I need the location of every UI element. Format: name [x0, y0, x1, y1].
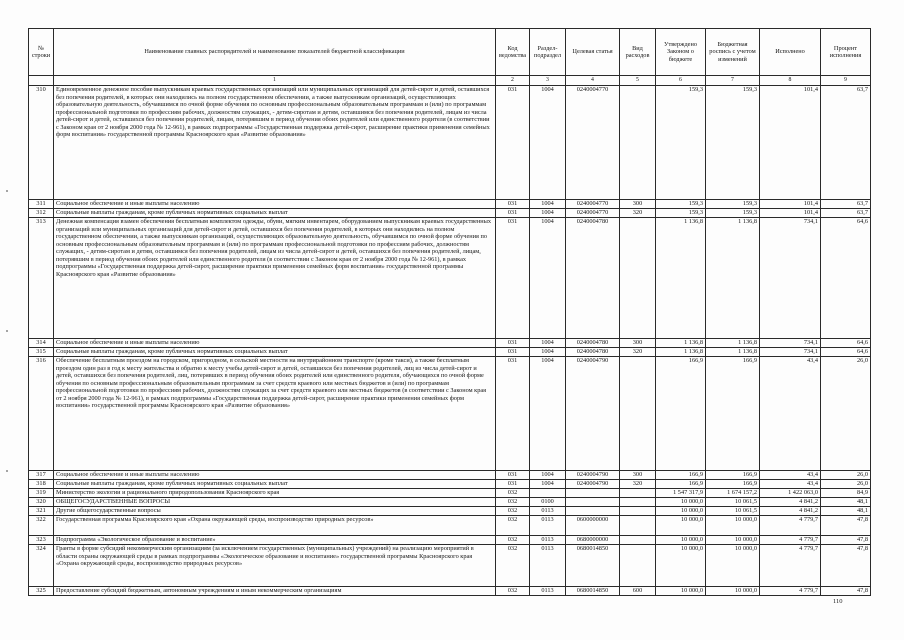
- schedule-amount: 10 000,0: [706, 536, 760, 545]
- target-article: [566, 498, 620, 507]
- executed-amount: 4 841,2: [760, 498, 821, 507]
- row-name: Обеспечение бесплатным проездом на городском, пригородном, в сельской местности на внутрирайонном транспорте (кроме такси), а также бесплатным проездом один раз в год к месту жительства и обратно к месту учебы детей-сирот и детей, оставшихся без попечения родителей, лиц из числа детей-сирот и детей, оставшихся без попечения родителей, лиц, потерявших в период обучения обоих родителей или единственного родителя, обучающихся по очной форме обучения по основным профессиональным образовательным программам за счет средств краевого или местных бюджетов и (или) по программам профессиональной подготовки по профессиям рабочих, должностям служащих за счет средств краевого или местных бюджетов (в соответствии с Законом края от 2 ноября 2000 года № 12-961), в рамках подпрограммы «Государственная поддержка детей-сирот, расширение практики применения семейных форм воспитания» государственной программы Красноярского края «Развитие образования»: [54, 357, 496, 471]
- table-row: [29, 516, 871, 536]
- table-row: [29, 536, 871, 545]
- row-name: Министерство экологии и рационального природопользования Красноярского края: [54, 489, 496, 498]
- row-number: 319: [29, 489, 54, 498]
- table-row: [29, 480, 871, 489]
- row-name: Предоставление субсидий бюджетным, автономным учреждениям и иным некоммерческим организациям: [54, 587, 496, 596]
- executed-amount: 4 841,2: [760, 507, 821, 516]
- schedule-amount: 1 136,8: [706, 218, 760, 339]
- col-header-executed: Исполнено: [760, 29, 821, 76]
- department-code: 031: [496, 86, 530, 200]
- schedule-amount: 166,9: [706, 480, 760, 489]
- schedule-amount: 1 136,8: [706, 348, 760, 357]
- department-code: 032: [496, 498, 530, 507]
- expense-type: 300: [620, 339, 656, 348]
- executed-amount: 734,1: [760, 339, 821, 348]
- approved-amount: 10 000,0: [656, 536, 706, 545]
- row-number: 314: [29, 339, 54, 348]
- col-header-name: Наименование главных распорядителей и наименование показателей бюджетной классификации: [54, 29, 496, 76]
- department-code: 031: [496, 200, 530, 209]
- approved-amount: 10 000,0: [656, 507, 706, 516]
- expense-type: 320: [620, 480, 656, 489]
- department-code: 031: [496, 339, 530, 348]
- column-index: 1: [54, 76, 496, 86]
- department-code: 032: [496, 507, 530, 516]
- target-article: [566, 507, 620, 516]
- department-code: 032: [496, 536, 530, 545]
- execution-percent: 47,8: [821, 516, 871, 536]
- execution-percent: 63,7: [821, 209, 871, 218]
- execution-percent: 63,7: [821, 86, 871, 200]
- executed-amount: 101,4: [760, 209, 821, 218]
- execution-percent: 47,8: [821, 545, 871, 587]
- target-article: 0600000000: [566, 516, 620, 536]
- row-number: 318: [29, 480, 54, 489]
- col-header-section: Раздел-подраздел: [530, 29, 566, 76]
- expense-type: [620, 86, 656, 200]
- schedule-amount: 159,3: [706, 86, 760, 200]
- row-name: Социальное обеспечение и иные выплаты населению: [54, 200, 496, 209]
- executed-amount: 4 779,7: [760, 545, 821, 587]
- approved-amount: 1 547 317,9: [656, 489, 706, 498]
- table-row: [29, 339, 871, 348]
- row-name: Социальное обеспечение и иные выплаты населению: [54, 471, 496, 480]
- execution-percent: 64,6: [821, 339, 871, 348]
- approved-amount: 166,9: [656, 480, 706, 489]
- row-number: 311: [29, 200, 54, 209]
- approved-amount: 166,9: [656, 471, 706, 480]
- approved-amount: 159,3: [656, 209, 706, 218]
- schedule-amount: 166,9: [706, 471, 760, 480]
- section-code: [530, 489, 566, 498]
- schedule-amount: 10 061,5: [706, 507, 760, 516]
- expense-type: [620, 489, 656, 498]
- schedule-amount: 1 674 157,2: [706, 489, 760, 498]
- target-article: 0240004770: [566, 86, 620, 200]
- execution-percent: 26,0: [821, 471, 871, 480]
- executed-amount: 1 422 063,0: [760, 489, 821, 498]
- approved-amount: 10 000,0: [656, 587, 706, 596]
- section-code: 1004: [530, 209, 566, 218]
- approved-amount: 10 000,0: [656, 516, 706, 536]
- executed-amount: 734,1: [760, 218, 821, 339]
- department-code: 031: [496, 471, 530, 480]
- table-row: [29, 348, 871, 357]
- row-number: 312: [29, 209, 54, 218]
- table-row: [29, 200, 871, 209]
- table-row: [29, 209, 871, 218]
- target-article: 0680000000: [566, 536, 620, 545]
- executed-amount: 101,4: [760, 200, 821, 209]
- table-row: [29, 471, 871, 480]
- execution-percent: 26,0: [821, 357, 871, 471]
- section-code: 1004: [530, 86, 566, 200]
- col-header-row-number: № строки: [29, 29, 54, 76]
- row-name: Социальные выплаты гражданам, кроме публичных нормативных социальных выплат: [54, 480, 496, 489]
- expense-type: 300: [620, 200, 656, 209]
- schedule-amount: 159,3: [706, 209, 760, 218]
- table-body: [29, 86, 871, 596]
- row-number: 317: [29, 471, 54, 480]
- row-name: Гранты в форме субсидий некоммерческим организациям (за исключением государственных (муниципальных) учреждений) на реализацию мероприятий в области охраны окружающей среды в рамках подпрограммы «Экологическое образование и воспитание» государственной программы Красноярского края «Охрана окружающей среды, воспроизводство природных ресурсов»: [54, 545, 496, 587]
- section-code: 1004: [530, 348, 566, 357]
- table-row: [29, 86, 871, 200]
- section-code: 0113: [530, 536, 566, 545]
- target-article: [566, 489, 620, 498]
- col-header-approved: Утверждено Законом о бюджете: [656, 29, 706, 76]
- row-name: Подпрограмма «Экологическое образование и воспитание»: [54, 536, 496, 545]
- schedule-amount: 10 000,0: [706, 587, 760, 596]
- section-code: 0113: [530, 507, 566, 516]
- col-header-expense-type: Вид расходов: [620, 29, 656, 76]
- table-row: [29, 587, 871, 596]
- row-name: Социальные выплаты гражданам, кроме публичных нормативных социальных выплат: [54, 348, 496, 357]
- section-code: 0113: [530, 545, 566, 587]
- expense-type: [620, 218, 656, 339]
- executed-amount: 4 779,7: [760, 516, 821, 536]
- row-number: 316: [29, 357, 54, 471]
- expense-type: 600: [620, 587, 656, 596]
- executed-amount: 4 779,7: [760, 536, 821, 545]
- section-code: 0113: [530, 587, 566, 596]
- col-header-department-code: Код ведомства: [496, 29, 530, 76]
- section-code: 1004: [530, 480, 566, 489]
- schedule-amount: 10 000,0: [706, 545, 760, 587]
- expense-type: [620, 536, 656, 545]
- schedule-amount: 159,3: [706, 200, 760, 209]
- budget-execution-table: [28, 28, 871, 596]
- expense-type: [620, 357, 656, 471]
- expense-type: [620, 516, 656, 536]
- target-article: 0240004780: [566, 348, 620, 357]
- schedule-amount: 10 000,0: [706, 516, 760, 536]
- punch-hole-mark: [6, 330, 8, 332]
- table-row: [29, 357, 871, 471]
- column-index: 5: [620, 76, 656, 86]
- column-index: 7: [706, 76, 760, 86]
- target-article: 0240004770: [566, 209, 620, 218]
- department-code: 031: [496, 480, 530, 489]
- row-name: Социальное обеспечение и иные выплаты населению: [54, 339, 496, 348]
- executed-amount: 43,4: [760, 480, 821, 489]
- punch-hole-mark: [6, 190, 8, 192]
- approved-amount: 1 136,8: [656, 348, 706, 357]
- execution-percent: 64,6: [821, 348, 871, 357]
- approved-amount: 10 000,0: [656, 498, 706, 507]
- column-index: 4: [566, 76, 620, 86]
- section-code: 0100: [530, 498, 566, 507]
- row-name: ОБЩЕГОСУДАРСТВЕННЫЕ ВОПРОСЫ: [54, 498, 496, 507]
- target-article: 0240004770: [566, 200, 620, 209]
- col-header-target-article: Целевая статья: [566, 29, 620, 76]
- col-header-percent: Процент исполнения: [821, 29, 871, 76]
- row-number: 325: [29, 587, 54, 596]
- row-number: 324: [29, 545, 54, 587]
- row-name: Государственная программа Красноярского края «Охрана окружающей среды, воспроизводство природных ресурсов»: [54, 516, 496, 536]
- column-index: 8: [760, 76, 821, 86]
- row-number: 313: [29, 218, 54, 339]
- row-name: Денежная компенсация взамен обеспечения бесплатным комплектом одежды, обуви, мягким инвентарем, оборудованием выпускникам краевых государственных организаций или муниципальных организаций для детей-сирот и детей, оставшихся без попечения родителей, в которых они находились на полном государственном обеспечении, а также выпускникам организаций, осуществляющих образовательную деятельность, обучавшимся по очной форме обучения по основным профессиональным образовательным программам и (или) по программам профессиональной подготовки по профессиям рабочих, должностям служащих, - детям-сиротам и детям, оставшимся без попечения родителей, лицам из числа детей-сирот и детей, оставшихся без попечения родителей, лицам, потерявшим в период обучения обоих родителей или единственного родителя (в соответствии с Законом края от 2 ноября 2000 года № 12-961), в рамках подпрограммы «Государственная поддержка детей-сирот, расширение практики применения семейных форм воспитания» государственной программы Красноярского края «Развитие образования»: [54, 218, 496, 339]
- row-number: 320: [29, 498, 54, 507]
- section-code: 0113: [530, 516, 566, 536]
- approved-amount: 1 136,8: [656, 339, 706, 348]
- target-article: 0240004780: [566, 218, 620, 339]
- schedule-amount: 166,9: [706, 357, 760, 471]
- execution-percent: 26,0: [821, 480, 871, 489]
- section-code: 1004: [530, 471, 566, 480]
- table-row: [29, 489, 871, 498]
- department-code: 032: [496, 587, 530, 596]
- row-number: 315: [29, 348, 54, 357]
- section-code: 1004: [530, 218, 566, 339]
- executed-amount: 101,4: [760, 86, 821, 200]
- department-code: 031: [496, 348, 530, 357]
- row-name: Другие общегосударственные вопросы: [54, 507, 496, 516]
- table-row: [29, 498, 871, 507]
- punch-hole-mark: [6, 470, 8, 472]
- expense-type: 320: [620, 209, 656, 218]
- column-index: 9: [821, 76, 871, 86]
- executed-amount: 734,1: [760, 348, 821, 357]
- section-code: 1004: [530, 357, 566, 471]
- approved-amount: 159,3: [656, 86, 706, 200]
- schedule-amount: 1 136,8: [706, 339, 760, 348]
- target-article: 0680014850: [566, 545, 620, 587]
- approved-amount: 166,9: [656, 357, 706, 471]
- department-code: 031: [496, 209, 530, 218]
- execution-percent: 64,6: [821, 218, 871, 339]
- column-index-row: [29, 76, 871, 86]
- row-number: 310: [29, 86, 54, 200]
- approved-amount: 10 000,0: [656, 545, 706, 587]
- col-header-budget-schedule: Бюджетная роспись с учетом изменений: [706, 29, 760, 76]
- table-header-row: [29, 29, 871, 76]
- execution-percent: 48,1: [821, 507, 871, 516]
- expense-type: 320: [620, 348, 656, 357]
- execution-percent: 48,1: [821, 498, 871, 507]
- target-article: 0240004790: [566, 480, 620, 489]
- table-row: [29, 545, 871, 587]
- row-number: 322: [29, 516, 54, 536]
- department-code: 032: [496, 489, 530, 498]
- department-code: 032: [496, 516, 530, 536]
- target-article: 0240004790: [566, 471, 620, 480]
- page-number: 110: [833, 598, 843, 605]
- executed-amount: 4 779,7: [760, 587, 821, 596]
- column-index: [29, 76, 54, 86]
- executed-amount: 43,4: [760, 471, 821, 480]
- expense-type: [620, 498, 656, 507]
- target-article: 0240004780: [566, 339, 620, 348]
- expense-type: 300: [620, 471, 656, 480]
- approved-amount: 159,3: [656, 200, 706, 209]
- department-code: 031: [496, 357, 530, 471]
- executed-amount: 43,4: [760, 357, 821, 471]
- row-number: 321: [29, 507, 54, 516]
- execution-percent: 84,9: [821, 489, 871, 498]
- section-code: 1004: [530, 339, 566, 348]
- table-row: [29, 507, 871, 516]
- column-index: 3: [530, 76, 566, 86]
- row-name: Социальные выплаты гражданам, кроме публичных нормативных социальных выплат: [54, 209, 496, 218]
- section-code: 1004: [530, 200, 566, 209]
- row-name: Единовременное денежное пособие выпускникам краевых государственных организаций или муниципальных организаций для детей-сирот и детей, оставшихся без попечения родителей, в которых они находились на полном государственном обеспечении, а также выпускникам организаций, осуществляющих образовательную деятельность, обучавшимся по очной форме обучения по основным профессиональным образовательным программам и (или) по программам профессиональной подготовки по профессиям рабочих, должностям служащих, - детям-сиротам и детям, оставшимся без попечения родителей, лицам из числа детей-сирот и детей, оставшихся без попечения родителей, лицам, потерявшим в период обучения обоих родителей или единственного родителя (в соответствии с Законом края от 2 ноября 2000 года № 12-961), в рамках подпрограммы «Государственная поддержка детей-сирот, расширение практики применения семейных форм воспитания» государственной программы Красноярского края «Развитие образования»: [54, 86, 496, 200]
- expense-type: [620, 507, 656, 516]
- target-article: 0240004790: [566, 357, 620, 471]
- execution-percent: 63,7: [821, 200, 871, 209]
- department-code: 032: [496, 545, 530, 587]
- row-number: 323: [29, 536, 54, 545]
- approved-amount: 1 136,8: [656, 218, 706, 339]
- column-index: 2: [496, 76, 530, 86]
- target-article: 0680014850: [566, 587, 620, 596]
- execution-percent: 47,8: [821, 536, 871, 545]
- expense-type: [620, 545, 656, 587]
- column-index: 6: [656, 76, 706, 86]
- execution-percent: 47,8: [821, 587, 871, 596]
- schedule-amount: 10 061,5: [706, 498, 760, 507]
- department-code: 031: [496, 218, 530, 339]
- table-row: [29, 218, 871, 339]
